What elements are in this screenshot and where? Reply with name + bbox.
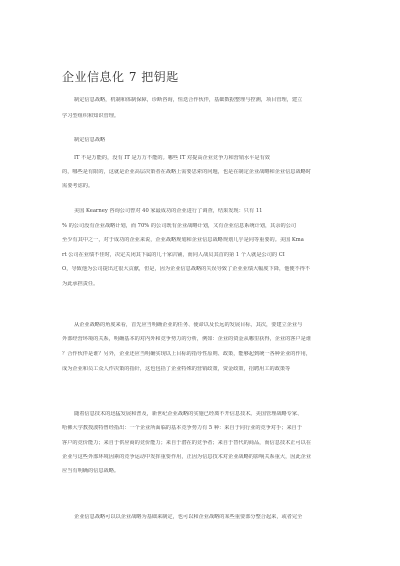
paragraph-line: 客户的竞价能力；来自于供应商的竞价能力；来自于潜在的竞争者；来自于替代的商品，而信息技术正可以在 bbox=[62, 440, 312, 446]
paragraph-line: 外部经营环境的关系，明确基本的对内外和竞争势力的分析，例如：企业的资金从哪里获得，企业的客户是谁 bbox=[62, 336, 312, 342]
paragraph-line: 制定信息战略，机制和体制保障，诊断咨询，恒迭合作伙伴，基础数据整理与控测，项目管理，建立 bbox=[74, 97, 303, 103]
paragraph-line: % 的公司没有企业战略计划，而 70% 的公司既有企业战略计划，又有企业信息系统计划，其余的公司 bbox=[62, 223, 297, 229]
section-heading: 制定信息战略 bbox=[74, 137, 106, 143]
paragraph-line: 随着信息技术的迅猛发展和普及，新世纪企业战略的实施已经离不开信息技术。美国管理战略专家、 bbox=[74, 411, 303, 417]
paragraph-line: ？合作伙伴是谁？另外，企业还应当明确实现以上目标的指导性原则、政策，能够起到统一各种企业的作用， bbox=[62, 351, 312, 357]
page-title: 企业信息化 7 把钥匙 bbox=[62, 70, 179, 84]
paragraph-line: 从企业战略的角度来看，首先应当明确企业的任务、使命以及长远的发展目标，其次，要建立企业与 bbox=[74, 322, 303, 328]
paragraph-line: 应当有明确的信息战略。 bbox=[62, 468, 120, 474]
paragraph-line: 企业信息战略可以以企业战略为基础来制定，也可以和企业战略的某些重要部分整合起来，或者完全 bbox=[74, 514, 303, 520]
paragraph-line: O，导致他为公司提出过很大贡献，但是，因为企业信息战略的失误导致了企业业绩大幅度下降，他便不得不 bbox=[62, 266, 311, 272]
paragraph-line: 为此承担责任。 bbox=[62, 281, 99, 287]
paragraph-line: 企业与这些外部环境因素的竞争运动中发挥重要作用，正因为信息技术对企业战略的影响关系重大，因此企业 bbox=[62, 454, 312, 460]
paragraph-line: 成为企业和员工众人作决策的指针，这也包括了企业特殊的营销政策，资金政策，招聘用工的政策等 bbox=[62, 366, 291, 372]
paragraph-line: IT 不是万能的，没有 IT 是万万不能的。哪些 IT 对提高企业竞争力和营销水平是有效 bbox=[74, 155, 270, 161]
paragraph-line: 美国 Kearney 咨询公司曾对 40 家最成功的企业进行了调查，结果发现：只有 11 bbox=[74, 208, 263, 214]
paragraph-line: 学习型组织和知识管理。 bbox=[62, 113, 120, 119]
paragraph-line: 至少有其中之一，对于成功的企业来说，企业战略规划和企业信息战略规划几乎是同等重要的。美国 Kma bbox=[62, 237, 304, 243]
paragraph-line: 需要考虑的。 bbox=[62, 183, 94, 189]
paragraph-line: 的，哪些是有限的，这就是企业高层决策者在战略上需要思索的问题，也是在制定企业战略和企业信息战略时 bbox=[62, 169, 312, 175]
paragraph-line: 哈佛大学教授波特曾经指出：一个企业所面临的基本竞争势力有 5 种：来自于同行业的竞争对手；来自于 bbox=[62, 425, 303, 431]
paragraph-line: rt 公司在业绩不佳时，决定关闭其下属的几十家店铺，而同人战员其首的第 1 个人就是公司的 CI bbox=[62, 252, 285, 258]
